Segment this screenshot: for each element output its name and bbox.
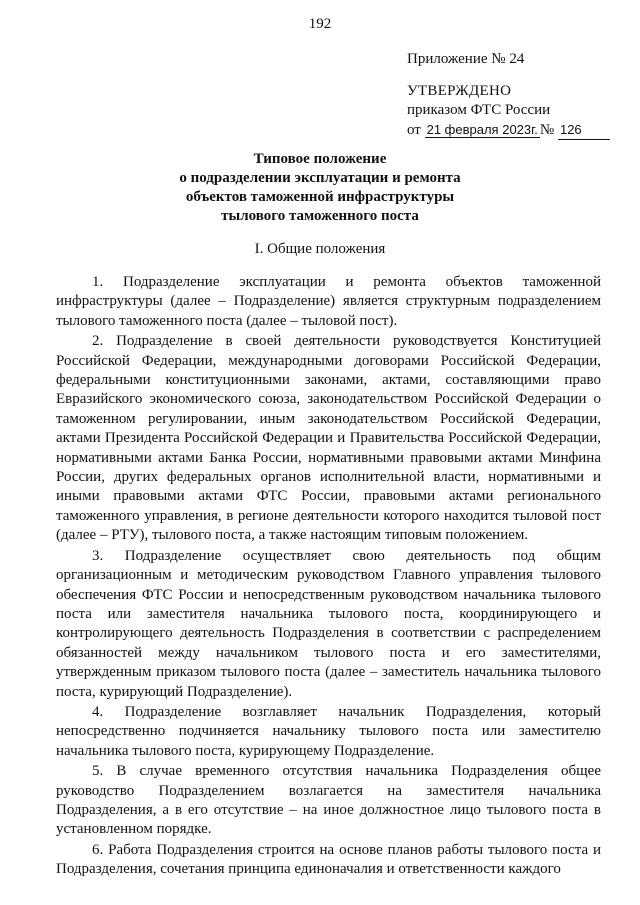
handwritten-date: 21 февраля 2023г. <box>426 122 538 137</box>
paragraph: 3. Подразделение осуществляет свою деятельность под общим организационным и методическим руководством Главного управления тылового обеспечения ФТС России и непосредственным руководством начальника тылового поста или заместителя начальника тылового поста, координирующего и контролирующего деятельность Подразделения в соответствии с распределением обязанностей между начальником тылового поста и его заместителями, утвержденным приказом тылового поста (далее – заместитель начальника тылового поста, курирующий Подразделение). <box>56 547 601 700</box>
order-date-line <box>407 120 627 140</box>
paragraph: 2. Подразделение в своей деятельности руководствуется Конституцией Российской Федерации, международными договорами Российской Федерации, федеральными конституционными законами, актами, составляющими право Евразийского экономического союза, законодательством Российской Федерации о таможенном регулировании, иным законодательством Российской Федерации, актами Президента Российской Федерации и Правительства Российской Федерации, нормативными актами Банка России, нормативными правовыми актами Минфина России, других федеральных органов исполнительной власти, нормативными и иными правовыми актами ФТС России, правовыми актами регионального таможенного управления, в регионе деятельности которого находится тыловой пост (далее – РТУ), тылового поста, а также настоящим типовым положением. <box>56 333 601 544</box>
page-number: 192 <box>308 16 332 32</box>
approval-block <box>407 50 627 140</box>
paragraph: 5. В случае временного отсутствия начальника Подразделения общее руководство Подразделением возлагается на заместителя начальника Подразделения, а в его отсутствие – на иное должностное лицо тылового поста в установленном порядке. <box>56 763 601 838</box>
order-reference: приказом ФТС России <box>407 102 551 118</box>
title-line: объектов таможенной инфраструктуры <box>185 189 455 205</box>
approved-stamp-text: УТВЕРЖДЕНО <box>407 83 512 99</box>
title-line: тылового таможенного поста <box>221 208 419 224</box>
paragraph: 1. Подразделение эксплуатации и ремонта объектов таможенной инфраструктуры (далее – Подразделение) является структурным подразделением тылового таможенного поста (далее – тыловой пост). <box>56 274 601 329</box>
appendix-label: Приложение № 24 <box>407 51 525 67</box>
title-line: Типовое положение <box>253 151 387 167</box>
date-prefix: от <box>407 122 421 138</box>
paragraph: 6. Работа Подразделения строится на основе планов работы тылового поста и Подразделения, сочетания принципа единоначалия и ответственности каждого <box>56 841 601 878</box>
title-line: о подразделении эксплуатации и ремонта <box>179 170 461 186</box>
section-heading: I. Общие положения <box>254 241 386 257</box>
handwritten-number: 126 <box>558 120 610 140</box>
document-title <box>0 150 640 226</box>
paragraph: 4. Подразделение возглавляет начальник Подразделения, который непосредственно подчиняется начальнику тылового поста или заместителю начальника тылового поста, курирующему Подразделение. <box>56 703 601 759</box>
document-body <box>56 273 601 881</box>
number-prefix: № <box>539 122 555 138</box>
